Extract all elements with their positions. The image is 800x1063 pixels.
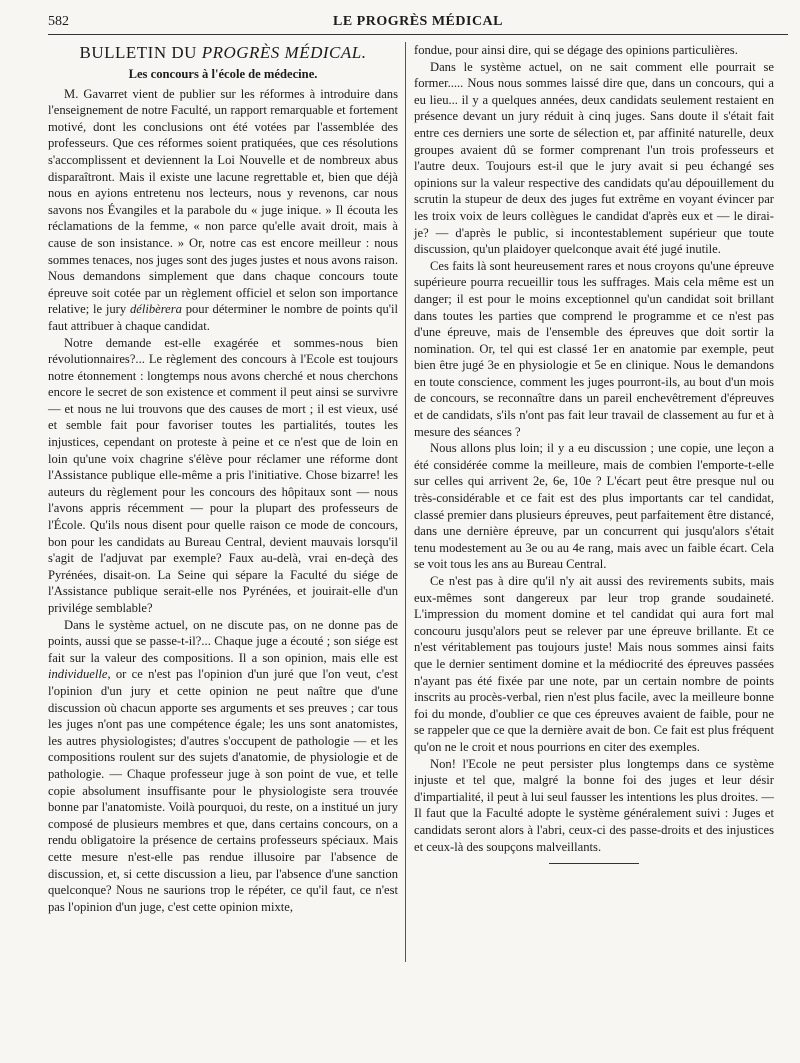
bulletin-title-journal: PROGRÈS MÉDICAL.: [201, 43, 367, 62]
left-body: [48, 86, 398, 916]
paragraph-text: pour déterminer le nombre de points qu'il faut attribuer à chaque candidat.: [48, 302, 399, 333]
right-column: [414, 42, 774, 864]
paragraph: [48, 335, 398, 617]
right-body: [414, 42, 774, 855]
bulletin-title: [48, 42, 398, 64]
paragraph: [414, 756, 774, 856]
emphasis-text: délibèrera: [129, 302, 182, 317]
bulletin-title-prefix: BULLETIN DU: [79, 43, 197, 62]
paragraph-text: Ce n'est pas à dire qu'il n'y ait aussi des revirements subits, mais eux-mêmes sont dangereux par leur trop grande soudaineté. L'impression du moment domine et tel candidat qui aura fort mal concouru jusqu'alors peut se relever par une épreuve brillante. Et ce n'est véritablement pas toujours juste! Mais nous sommes ainsi faits que le dernier sentiment domine et la médiocrité des épreuves passées n'ayant pas été fixée par une note, par un certain nombre de points inscrits au procès-verbal, rien n'est plus facile, avec la meilleure bonne foi du monde, d'oublier ce que ces épreuves avaient de faible, pour ne se rappeler que ce que la dernière avait de bon. Ce fait est plus fréquent qu'on ne le croit et nous pourrions en citer des exemples.: [414, 574, 774, 754]
paragraph: [414, 258, 774, 441]
left-column: [48, 42, 398, 915]
paragraph: [414, 573, 774, 756]
paragraph-text: M. Gavarret vient de publier sur les réformes à introduire dans l'enseignement de notre Faculté, un rapport remarquable et fortement motivé, dont les conclusions ont été votées par l'assemblée des professeurs. Que ces réformes soient pratiquées, que ces résolutions s'accomplissent et deviennent la Loi Nouvelle et de nombreux abus disparaîtront. Mais il existe une lacune regrettable et, bien que déjà nous en ayions entretenu nos lecteurs, nous y revenons, car nous savons nos Évangiles et la parabole du « juge inique. » Il écouta les réclamations de la femme, « non parce qu'elle avait droit, mais à cause de son insistance. » Or, notre cas est encore meilleur : nous sommes tenaces, nos juges sont des juges justes et nous avons raison. Nous demandons simplement que dans chaque concours toute épreuve soit cotée par un règlement officiel et selon son importance relative; le jury: [48, 86, 398, 317]
paragraph-text: Non! l'Ecole ne peut persister plus longtemps dans ce système injuste et tel que, malgré la bonne foi des juges et leur désir d'impartialité, il peut à lui seul fausser les intentions les plus droites. — Il faut que la Faculté adopte le système généralement suivi : Juges et candidats seront alors à l'abri, ceux-ci des passe-droits et des injustices et ceux-là des soupçons malveillants.: [414, 756, 774, 854]
paragraph-text: Notre demande est-elle exagérée et sommes-nous bien révolutionnaires?... Le règlement des concours à l'Ecole est toujours notre étonnement : longtemps nous avons cherché et nous cherchons encore le secret de son existence et comment il peut ainsi se survivre — et nous ne lui trouvons que des causes de mort ; il est vieux, usé et semble fait pour favoriser toutes les partialités, toutes les injustices, cependant on proteste à peine et ce n'est que de loin en loin qu'une voix chagrine s'élève pour réclamer une réforme dont l'Assistance publique elle-même a pris l'initiative. Chose bizarre! les auteurs du règlement pour les concours des hôpitaux sont — nous l'avons appris récemment — pour la plupart des professeurs de l'École. Qu'ils nous disent pour quelle raison ce mode de concours, bon pour les candidats au Bureau Central, devient mauvais lorsqu'il s'agit de l'adjuvat par exemple? Faux au-delà, vrai en-deçà des Pyrénées, disait-on. La Seine qui sépare la Faculté du siége de l'Assistance publique serait-elle nos Pyrénées, et jouirait-elle d'un privilége semblable?: [48, 335, 398, 615]
paragraph: [414, 440, 774, 573]
paragraph-text: Nous allons plus loin; il y a eu discussion ; une copie, une leçon a été considérée comme la meilleure, mais de combien l'emporte-t-elle sur celles qui arrivent 2e, 6e, 10e ? L'écart peut être presque nul ou très-considérable et ce fait est des plus importants car tel candidat, classé premier dans plusieurs épreuves, peut parfaitement être distancé, dans une dernière épreuve, par un concurrent qui jusqu'alors s'était tenu modestement au 3e ou au 4e rang, mais avec un faible écart. Cela se voit tous les ans au Bureau Central.: [414, 441, 774, 572]
running-title: LE PROGRÈS MÉDICAL: [332, 14, 504, 29]
paragraph-text: Dans le système actuel, on ne discute pas, on ne donne pas de points, aussi que se passe-t-il?... Chaque juge a écouté ; son siége est fait sur la valeur des compositions. Il a son opinion, mais elle est: [48, 617, 398, 665]
end-rule: [549, 863, 639, 864]
page-number: 582: [48, 14, 69, 29]
paragraph-text: fondue, pour ainsi dire, qui se dégage des opinions particulières.: [414, 43, 738, 57]
paragraph: [414, 59, 774, 258]
paragraph-text: , or ce n'est pas l'opinion d'un juré que l'on veut, c'est l'opinion d'un jury et cette opinion ne peut naître que d'une discussion où chacun apporte ses arguments et ses preuves ; car tous les juges n'ont pas une compétence égale; les uns sont anatomistes, les autres physiologistes; d'autres s'occupent de pathologie — et les compositions roulent sur des sujets d'anatomie, de physiologie et de pathologie. — Chaque professeur juge à son point de vue, et telle copie absolument insuffisante pour le physiologiste sera trouvée bonne par l'anatomiste. Voilà pourquoi, du reste, on a institué un jury composé de plusieurs membres et que, dans certains concours, on a rendu obligatoire la présence de certains professeurs spéciaux. Mais cette mesure n'est-elle pas rendue illusoire par l'absence de discussion, et, si cette discussion a lieu, par l'absence d'une sanction quelconque? Nous ne saurions trop le répéter, ce qu'il faut, ce n'est pas l'opinion d'un juge, c'est cette opinion mixte,: [48, 667, 398, 914]
paragraph-text: Ces faits là sont heureusement rares et nous croyons qu'une épreuve supérieure pourra recueillir tous les suffrages. Mais cela même est un danger; il est pour le moins exceptionnel qu'un candidat soit brillant dans toutes les parties que comprend le programme et ce n'est pas d'une épreuve, mais de l'ensemble des épreuves que doit sortir la nomination. Or, tel qui est classé 1er en anatomie par exemple, peut bien être jugé 3e en physiologie et 5e en clinique. Nous le demandons en toute conscience, comment les juges pourront-ils, au bout d'un mois de concours, se reconnaître dans un pareil enchevêtrement d'épreuves et de candidats, s'ils n'ont pas fait leur travail de classement au fur et à mesure des séances ?: [414, 258, 774, 439]
paragraph-text: Dans le système actuel, on ne sait comment elle pourrait se former..... Nous nous sommes laissé dire que, dans un concours, qui a eu lieu... il y a quelques années, deux candidats seulement restaient en présence devant un jury réduit à cinq juges. Sans doute il s'était fait entre ces derniers une sorte de sélection et, par affinité naturelle, deux groupes avaient dû se former comprenant l'un trois professeurs et l'autre deux. Toujours est-il que le jury avait si peu échangé ses opinions sur la valeur respective des candidats qu'au dépouillement du scrutin la stupeur de deux des juges fut extrême en voyant évincer par les troix voix de leurs collègues le candidat d'après eux et — le dirai-je? — d'après le public, si incontestablement supérieur que toute discussion, qu'un plaidoyer quelconque avait été jugé inutile.: [414, 59, 774, 257]
paragraph: [48, 86, 398, 335]
column-divider: [405, 42, 406, 962]
paragraph: [414, 42, 774, 59]
paragraph: [48, 617, 398, 916]
page-header: [48, 14, 788, 35]
emphasis-text: individuelle: [48, 667, 108, 682]
section-title: Les concours à l'école de médecine.: [128, 67, 318, 81]
